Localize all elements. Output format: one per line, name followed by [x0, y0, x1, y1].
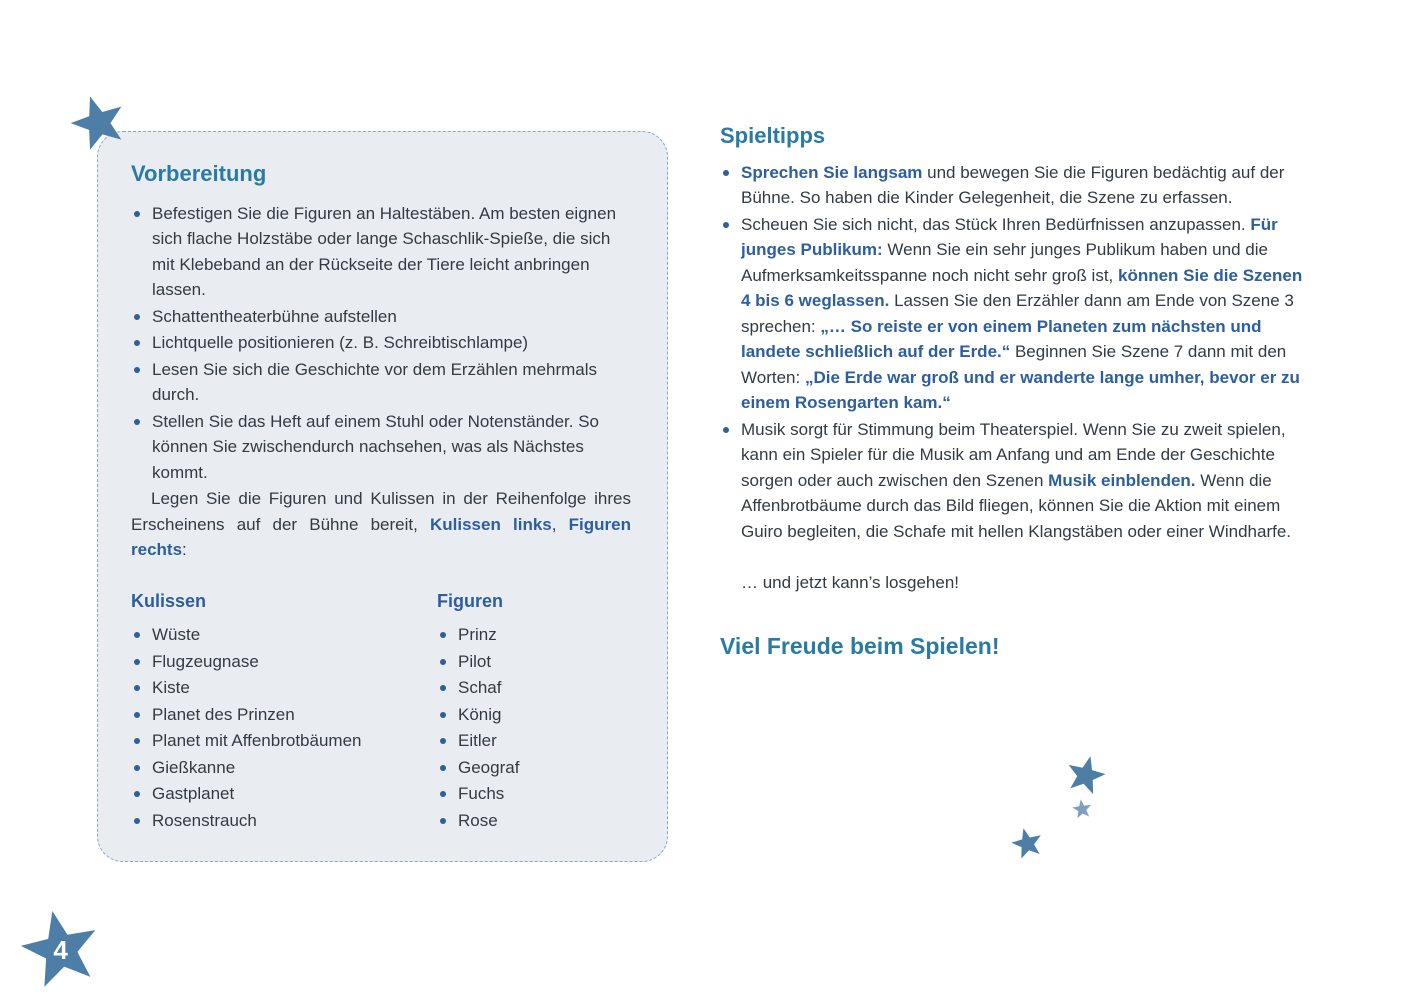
text-segment: Beginnen Sie Szene 7 dann mit den Worten: [741, 342, 1287, 387]
highlighted-text: Für junges Publikum: [741, 214, 1278, 259]
decorative-star-icon [1071, 798, 1093, 820]
list-item: Rosenstrauch [131, 808, 437, 834]
list-item: Wüste [131, 622, 437, 648]
tips-title: Spieltipps [720, 123, 826, 148]
text-segment: Wenn Sie ein sehr junges Publikum haben und die Aufmerksamkeitsspanne noch nicht sehr groß ist, [741, 240, 1268, 285]
list-item: Planet des Prinzen [131, 702, 437, 728]
text-segment: Lassen Sie den Erzähler dann am Ende von Szene 3 sprechen: [741, 291, 1294, 336]
preparation-note [131, 486, 631, 563]
text-segment: , [551, 514, 569, 534]
tips-section [720, 122, 1308, 659]
list-item: Pilot [437, 649, 631, 675]
kulissen-list [131, 622, 437, 833]
figuren-section [437, 589, 631, 835]
list-item: Planet mit Affenbrotbäumen [131, 728, 437, 754]
text-segment: und bewegen Sie die Figuren bedächtig auf der Bühne. So haben die Kinder Gelegenheit, die Szene zu erfassen. [741, 162, 1285, 207]
list-item: Befestigen Sie die Figuren an Haltestäben. Am besten eignen sich flache Holzstäbe oder lange Schaschlik-Spieße, die sich mit Klebeband an der Rückseite der Tiere leicht anbringen lassen. [131, 201, 631, 303]
list-item: Gießkanne [131, 755, 437, 781]
text-segment: Scheuen Sie sich nicht, das Stück Ihren Bedürfnissen anzupassen. [741, 214, 1251, 234]
decorative-star-icon [1062, 751, 1110, 798]
highlighted-text: können Sie die Szenen 4 bis 6 weglassen. [741, 265, 1303, 310]
text-segment: : [182, 540, 187, 559]
figuren-list [437, 622, 631, 833]
tips-list [720, 160, 1308, 545]
kulissen-title: Kulissen [131, 590, 207, 611]
highlighted-text: „… So reiste er von einem Planeten zum nächsten und landete schließlich auf der Erde.“ [741, 316, 1262, 361]
list-item: König [437, 702, 631, 728]
highlighted-text: Kulissen links [429, 514, 552, 534]
list-item: Gastplanet [131, 781, 437, 807]
preparation-title: Vorbereitung [131, 161, 267, 186]
preparation-list [131, 201, 631, 486]
page-number-star-icon [13, 901, 107, 994]
list-item: Fuchs [437, 781, 631, 807]
list-item: Stellen Sie das Heft auf einem Stuhl oder Notenständer. So können Sie zwischendurch nachsehen, was als Nächstes kommt. [131, 409, 631, 486]
list-item [720, 417, 1308, 545]
list-item: Lichtquelle positionieren (z. B. Schreibtischlampe) [131, 330, 631, 356]
text-segment: Wenn die Affenbrotbäume durch das Bild fliegen, können Sie die Aktion mit einem Guiro begleiten, die Schafe mit hellen Klangstäben oder einer Windharfe. [741, 470, 1292, 541]
list-item [720, 212, 1308, 416]
text-segment: Legen Sie die Figuren und Kulissen in der Reihenfolge ihres Erscheinens auf der Bühne bereit, [131, 489, 631, 534]
kulissen-section [131, 589, 437, 835]
decorative-star-icon [1008, 824, 1047, 862]
closing-title: Viel Freude beim Spielen! [720, 632, 1000, 659]
highlighted-text: „Die Erde war groß und er wanderte lange umher, bevor er zu einem Rosengarten kam.“ [741, 367, 1300, 412]
page-number: 4 [53, 935, 68, 966]
list-item: Schattentheaterbühne aufstellen [131, 304, 631, 330]
list-item: Prinz [437, 622, 631, 648]
text-segment: Musik sorgt für Stimmung beim Theaterspiel. Wenn Sie zu zweit spielen, kann ein Spieler für die Musik am Anfang und am Ende der Geschichte sorgen oder auch zwischen den Szenen [741, 419, 1286, 490]
list-item: Geograf [437, 755, 631, 781]
lets-go-text: … und jetzt kann’s losgehen! [741, 573, 959, 592]
list-item: Kiste [131, 675, 437, 701]
list-item: Lesen Sie sich die Geschichte vor dem Erzählen mehrmals durch. [131, 357, 631, 408]
highlighted-text: Sprechen Sie langsam [741, 162, 923, 182]
preparation-box [97, 131, 668, 862]
list-item: Flugzeugnase [131, 649, 437, 675]
highlighted-text: Figuren rechts [131, 514, 631, 559]
list-item: Rose [437, 808, 631, 834]
list-item: Eitler [437, 728, 631, 754]
list-item [720, 160, 1308, 211]
figuren-title: Figuren [437, 590, 503, 611]
list-item: Schaf [437, 675, 631, 701]
props-columns [131, 589, 631, 835]
highlighted-text: Musik einblenden. [1048, 470, 1196, 490]
